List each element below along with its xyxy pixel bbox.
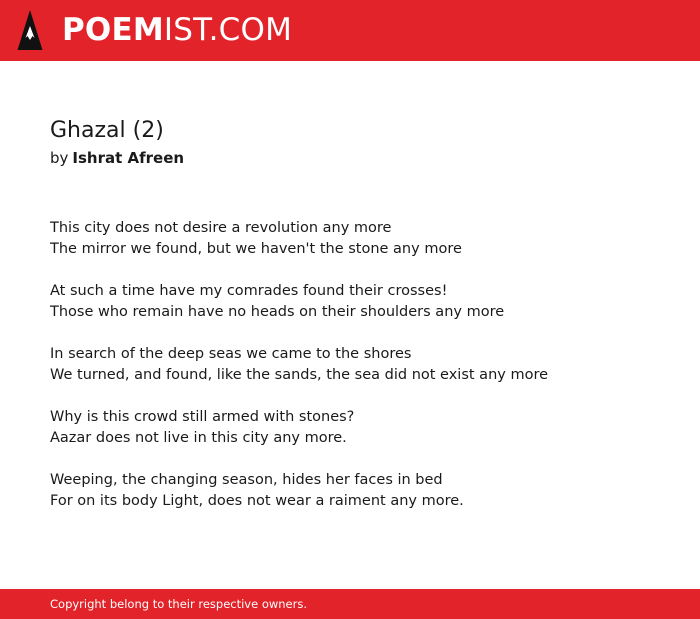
poem-content	[50, 116, 670, 533]
site-footer	[0, 589, 700, 619]
poem-line: At such a time have my comrades found their crosses!	[50, 283, 448, 299]
poem-line: The mirror we found, but we haven't the stone any more	[50, 241, 462, 257]
poem-body	[50, 218, 670, 512]
poem-line: In search of the deep seas we came to the shores	[50, 346, 412, 362]
site-logo-text	[62, 9, 292, 51]
poem-stanza	[50, 470, 670, 512]
logo-brand-bold: POEM	[62, 12, 164, 48]
logo-brand-light: IST.COM	[163, 12, 293, 48]
poem-stanza	[50, 407, 670, 449]
pencil-icon	[17, 9, 43, 51]
poem-stanza	[50, 281, 670, 323]
poem-stanza	[50, 218, 670, 260]
poem-line: Aazar does not live in this city any more.	[50, 430, 347, 446]
poem-line: Those who remain have no heads on their shoulders any more	[50, 304, 505, 320]
poem-byline	[50, 147, 670, 169]
poem-line: Why is this crowd still armed with stones?	[50, 409, 355, 425]
poem-author[interactable]: Ishrat Afreen	[72, 149, 185, 167]
poem-line: For on its body Light, does not wear a raiment any more.	[50, 493, 464, 509]
poem-title: Ghazal (2)	[50, 118, 164, 143]
copyright-notice: Copyright belong to their respective owners.	[50, 597, 308, 611]
poem-line: We turned, and found, like the sands, the sea did not exist any more	[50, 367, 549, 383]
site-logo[interactable]	[17, 9, 292, 51]
poem-line: Weeping, the changing season, hides her faces in bed	[50, 472, 443, 488]
poem-stanza	[50, 344, 670, 386]
byline-prefix: by	[50, 149, 69, 167]
poem-line: This city does not desire a revolution any more	[50, 220, 392, 236]
site-header	[0, 0, 700, 61]
